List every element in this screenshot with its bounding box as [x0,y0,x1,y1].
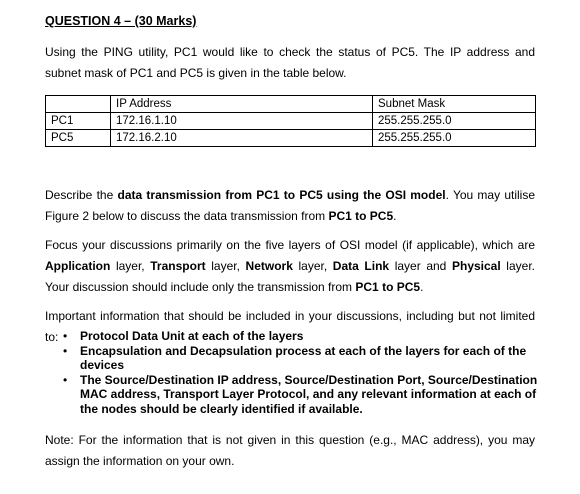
text-run: layer and [389,259,452,273]
table-row [46,113,536,130]
text-run: Focus your discussions primarily on the five layers of OSI model (if applicable), which are [45,238,535,252]
table-cell: 255.255.255.0 [373,113,536,130]
question-heading: QUESTION 4 – (30 Marks) [45,14,197,28]
bullet-icon: • [63,372,68,387]
text-run: layer, [205,259,246,273]
bullet-icon: • [63,329,68,343]
text-run: layer, [292,259,333,273]
text-run: . [420,280,424,294]
list-item-text: Protocol Data Unit at each of the layers [80,329,304,343]
list-item-text: Encapsulation and Decapsulation process at each of the layers for each of the devices [80,343,527,372]
bullet-icon: • [63,343,68,358]
table-header-cell: Subnet Mask [373,96,536,113]
table-cell: PC5 [46,130,111,147]
bold-run: PC1 to PC5 [355,280,421,294]
bold-run: data transmission from PC1 to PC5 using the OSI model [117,188,446,202]
bold-run: Transport [150,259,206,273]
bold-run: Network [245,259,293,273]
table-header-cell: IP Address [111,96,373,113]
describe-paragraph [45,185,535,227]
table-cell: PC1 [46,113,111,130]
table-row [46,130,536,147]
ip-address-table [45,95,536,147]
text-run: Describe the [45,188,118,202]
bold-run: Data Link [332,259,390,273]
text-run: . You may utilise Figure 2 below to discuss the data transmission from [45,188,536,223]
bold-run: Physical [451,259,501,273]
table-header-row [46,96,536,113]
table-cell: 172.16.2.10 [111,130,373,147]
text-run: . [393,209,397,223]
table-cell: 255.255.255.0 [373,130,536,147]
important-paragraph: Important information that should be included in your discussions, including but not limited to: [45,309,535,344]
list-item [45,329,540,344]
table-header-cell [46,96,111,113]
text-run: layer, [110,259,151,273]
table-cell: 172.16.1.10 [111,113,373,130]
note-paragraph: Note: For the information that is not given in this question (e.g., MAC address), you may assign the information on your own. [45,433,535,468]
list-item-text: The Source/Destination IP address, Source/Destination Port, Source/Destination MAC address, Transport Layer Protocol, and any relevant information at each of the nodes should be clearly identified if available. [80,372,538,416]
text-run: layer. Your discussion should include only the transmission from [45,259,535,294]
bold-run: Application [45,259,111,273]
list-item [45,344,540,373]
requirements-list [45,329,540,416]
intro-paragraph: Using the PING utility, PC1 would like to check the status of PC5. The IP address and subnet mask of PC1 and PC5 is given in the table below. [45,45,535,80]
list-item [45,373,540,417]
bold-run: PC1 to PC5 [328,209,394,223]
focus-paragraph [45,235,535,298]
